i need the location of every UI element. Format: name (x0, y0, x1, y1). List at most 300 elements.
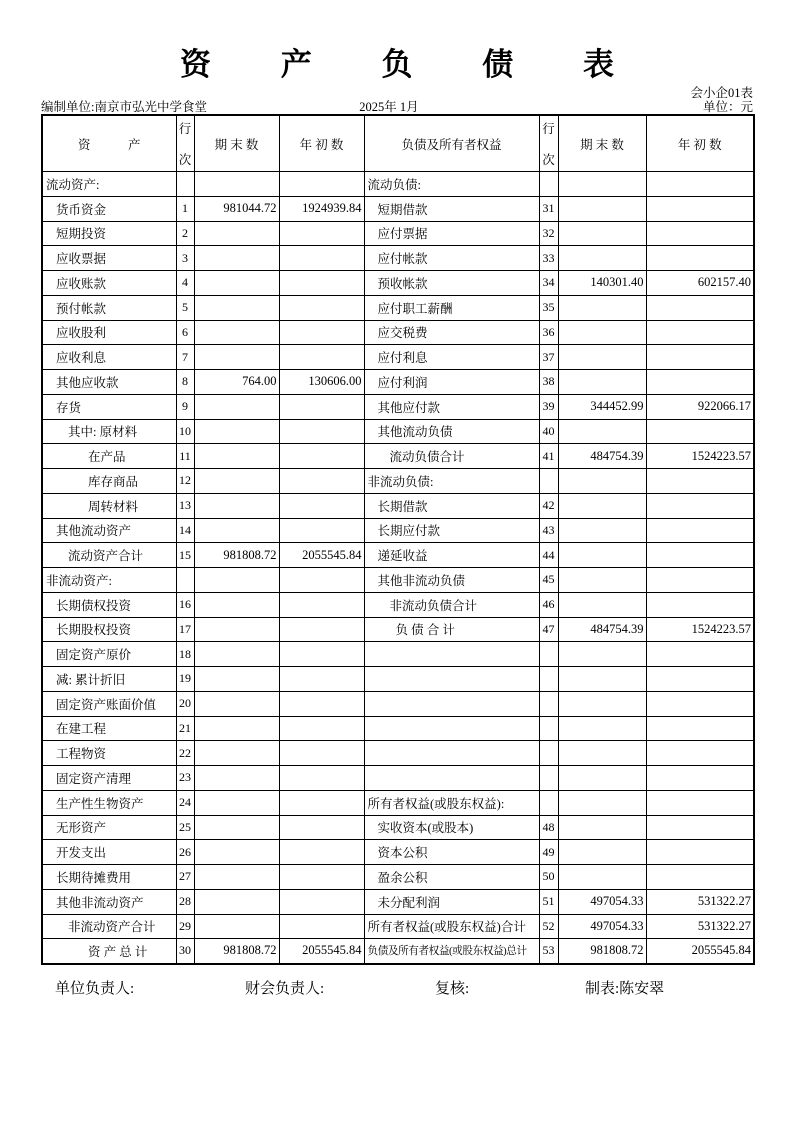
asset-line-no-cell: 3 (176, 246, 194, 271)
liability-ending-cell (558, 667, 646, 692)
liability-beginning-cell: 602157.40 (646, 271, 754, 296)
asset-name-cell (42, 716, 176, 741)
meta-row (41, 100, 753, 114)
liability-name-cell (364, 766, 539, 791)
liability-name-cell (364, 543, 539, 568)
preparer-label: 制表:陈安翠 (585, 980, 665, 997)
reviewer-label: 复核: (435, 980, 470, 997)
asset-beginning-cell (279, 766, 364, 791)
liability-name-cell (364, 568, 539, 593)
asset-beginning-cell (279, 790, 364, 815)
liability-name-cell (364, 790, 539, 815)
asset-name-cell (42, 543, 176, 568)
table-row (42, 469, 754, 494)
asset-line-no-cell: 7 (176, 345, 194, 370)
asset-line-no-cell: 10 (176, 419, 194, 444)
asset-line-no-cell: 4 (176, 271, 194, 296)
liability-ending-cell: 140301.40 (558, 271, 646, 296)
table-row (42, 518, 754, 543)
asset-name-cell (42, 196, 176, 221)
asset-beginning-cell (279, 716, 364, 741)
liability-name: 其他非流动负债 (377, 573, 466, 588)
asset-name-cell (42, 221, 176, 246)
asset-beginning-cell (279, 568, 364, 593)
liability-name: 实收资本(或股本) (377, 821, 474, 836)
asset-ending-cell (194, 914, 279, 939)
asset-name: 在建工程 (56, 722, 107, 737)
liability-name-cell (364, 518, 539, 543)
asset-name-cell (42, 939, 176, 964)
table-header-row (42, 115, 754, 172)
asset-ending-cell (194, 592, 279, 617)
liability-beginning-cell: 922066.17 (646, 394, 754, 419)
liability-name: 资本公积 (377, 846, 428, 861)
table-row (42, 766, 754, 791)
liability-ending-cell (558, 543, 646, 568)
asset-name: 其他流动资产 (56, 524, 132, 539)
liability-beginning-cell (646, 790, 754, 815)
liability-name: 负 债 合 计 (395, 623, 455, 638)
asset-name: 生产性生物资产 (56, 796, 144, 811)
asset-ending-cell (194, 518, 279, 543)
asset-ending-cell (194, 221, 279, 246)
liability-beginning-cell (646, 741, 754, 766)
liability-line-no-cell: 33 (539, 246, 558, 271)
liability-beginning-cell (646, 320, 754, 345)
liability-beginning-cell (646, 691, 754, 716)
asset-ending-cell (194, 667, 279, 692)
asset-beginning-cell: 1924939.84 (279, 196, 364, 221)
asset-ending-cell (194, 716, 279, 741)
liability-ending-cell (558, 246, 646, 271)
asset-line-no-cell: 5 (176, 295, 194, 320)
liability-beginning-cell (646, 592, 754, 617)
line-no-char-top: 行 (542, 122, 555, 136)
liability-ending-cell (558, 221, 646, 246)
liability-line-no-cell: 32 (539, 221, 558, 246)
asset-ending-cell (194, 469, 279, 494)
asset-name-cell (42, 295, 176, 320)
asset-line-no-cell: 29 (176, 914, 194, 939)
asset-line-no-cell: 30 (176, 939, 194, 964)
liability-ending-cell (558, 295, 646, 320)
asset-name-cell (42, 790, 176, 815)
liability-beginning-cell: 1524223.57 (646, 617, 754, 642)
liability-name-cell (364, 691, 539, 716)
finance-head-label: 财会负责人: (245, 980, 325, 997)
asset-ending-cell (194, 493, 279, 518)
table-row (42, 617, 754, 642)
asset-name-cell (42, 568, 176, 593)
asset-ending-cell (194, 394, 279, 419)
asset-name-cell (42, 469, 176, 494)
table-row (42, 444, 754, 469)
liability-line-no-cell: 40 (539, 419, 558, 444)
liability-name: 流动负债合计 (389, 450, 465, 465)
liability-line-no-cell: 47 (539, 617, 558, 642)
liability-name: 未分配利润 (377, 895, 441, 910)
asset-name: 长期债权投资 (56, 598, 132, 613)
asset-name: 流动资产: (46, 177, 100, 192)
asset-ending-cell (194, 642, 279, 667)
liability-beginning-cell (646, 419, 754, 444)
asset-name-cell (42, 271, 176, 296)
liability-ending-cell: 497054.33 (558, 914, 646, 939)
asset-beginning-cell: 2055545.84 (279, 543, 364, 568)
asset-line-no-cell: 24 (176, 790, 194, 815)
asset-name: 应收账款 (56, 276, 107, 291)
liability-name-cell (364, 617, 539, 642)
asset-line-no-cell: 12 (176, 469, 194, 494)
liability-line-no-cell: 42 (539, 493, 558, 518)
liability-name: 应付帐款 (377, 252, 428, 267)
asset-beginning-cell (279, 691, 364, 716)
asset-line-no-cell: 13 (176, 493, 194, 518)
unit-head-label: 单位负责人: (55, 980, 135, 997)
liability-line-no-cell: 45 (539, 568, 558, 593)
asset-line-no-cell: 26 (176, 840, 194, 865)
liability-beginning-cell (646, 518, 754, 543)
asset-ending-cell (194, 568, 279, 593)
col-header-ending-assets: 期 末 数 (194, 115, 279, 172)
liability-name-cell (364, 419, 539, 444)
table-row (42, 419, 754, 444)
liability-line-no-cell: 34 (539, 271, 558, 296)
liability-ending-cell (558, 716, 646, 741)
liability-name: 长期借款 (377, 499, 428, 514)
liability-ending-cell: 981808.72 (558, 939, 646, 964)
asset-beginning-cell (279, 642, 364, 667)
asset-name: 库存商品 (88, 474, 139, 489)
asset-ending-cell (194, 172, 279, 197)
table-row (42, 840, 754, 865)
asset-beginning-cell (279, 221, 364, 246)
asset-name: 固定资产清理 (56, 771, 132, 786)
liability-beginning-cell: 1524223.57 (646, 444, 754, 469)
asset-name: 减: 累计折旧 (56, 672, 126, 687)
liability-line-no-cell (539, 469, 558, 494)
asset-name: 其他应收款 (56, 375, 119, 390)
table-row (42, 667, 754, 692)
liability-beginning-cell (646, 246, 754, 271)
liability-line-no-cell: 35 (539, 295, 558, 320)
table-row (42, 865, 754, 890)
liability-name: 所有者权益(或股东权益)合计 (367, 920, 526, 935)
table-row (42, 815, 754, 840)
liability-line-no-cell: 36 (539, 320, 558, 345)
asset-beginning-cell (279, 741, 364, 766)
liability-beginning-cell (646, 345, 754, 370)
asset-name: 流动资产合计 (68, 549, 144, 564)
asset-ending-cell (194, 691, 279, 716)
liability-beginning-cell (646, 815, 754, 840)
asset-beginning-cell (279, 667, 364, 692)
asset-name: 开发支出 (56, 846, 107, 861)
asset-name: 应收利息 (56, 351, 107, 366)
liability-beginning-cell (646, 766, 754, 791)
liability-beginning-cell (646, 840, 754, 865)
liability-name: 应付利息 (377, 351, 428, 366)
asset-line-no-cell: 15 (176, 543, 194, 568)
asset-line-no-cell: 6 (176, 320, 194, 345)
liability-ending-cell (558, 469, 646, 494)
table-row (42, 592, 754, 617)
asset-ending-cell: 981044.72 (194, 196, 279, 221)
asset-name: 长期待摊费用 (56, 870, 132, 885)
asset-beginning-cell (279, 518, 364, 543)
table-row (42, 691, 754, 716)
asset-line-no-cell: 1 (176, 196, 194, 221)
liability-name: 盈余公积 (377, 870, 428, 885)
asset-beginning-cell (279, 444, 364, 469)
asset-beginning-cell: 2055545.84 (279, 939, 364, 964)
line-no-char-bottom: 次 (542, 153, 555, 167)
asset-name: 预付帐款 (56, 301, 107, 316)
liability-name-cell (364, 716, 539, 741)
liability-beginning-cell (646, 221, 754, 246)
table-row (42, 493, 754, 518)
liability-ending-cell (558, 691, 646, 716)
liability-beginning-cell (646, 568, 754, 593)
liability-name-cell (364, 667, 539, 692)
col-header-line-no-liab (539, 115, 558, 172)
asset-beginning-cell (279, 889, 364, 914)
liability-line-no-cell: 48 (539, 815, 558, 840)
liability-ending-cell (558, 766, 646, 791)
liability-name-cell (364, 172, 539, 197)
liability-beginning-cell: 531322.27 (646, 914, 754, 939)
liability-line-no-cell: 41 (539, 444, 558, 469)
liability-line-no-cell (539, 172, 558, 197)
asset-line-no-cell: 18 (176, 642, 194, 667)
liability-ending-cell (558, 865, 646, 890)
asset-name-cell (42, 246, 176, 271)
liability-beginning-cell (646, 493, 754, 518)
asset-ending-cell (194, 246, 279, 271)
table-row (42, 320, 754, 345)
liability-name-cell (364, 592, 539, 617)
liability-beginning-cell: 531322.27 (646, 889, 754, 914)
liability-line-no-cell: 52 (539, 914, 558, 939)
liability-beginning-cell (646, 196, 754, 221)
table-row (42, 246, 754, 271)
asset-name-cell (42, 617, 176, 642)
asset-name-cell (42, 642, 176, 667)
asset-beginning-cell (279, 419, 364, 444)
liability-beginning-cell: 2055545.84 (646, 939, 754, 964)
balance-sheet-table (41, 114, 755, 965)
liability-name-cell (364, 840, 539, 865)
asset-ending-cell: 981808.72 (194, 543, 279, 568)
asset-name-cell (42, 518, 176, 543)
unit-label: 单位：元 (702, 100, 753, 114)
liability-line-no-cell: 49 (539, 840, 558, 865)
liability-line-no-cell: 50 (539, 865, 558, 890)
col-header-beginning-assets: 年 初 数 (279, 115, 364, 172)
liability-name: 应付职工薪酬 (377, 301, 453, 316)
asset-name-cell (42, 493, 176, 518)
liability-name: 应付票据 (377, 227, 428, 242)
liability-line-no-cell (539, 667, 558, 692)
asset-name: 固定资产账面价值 (56, 697, 157, 712)
asset-line-no-cell: 17 (176, 617, 194, 642)
asset-beginning-cell: 130606.00 (279, 370, 364, 395)
liability-name-cell (364, 271, 539, 296)
asset-name: 货币资金 (56, 202, 107, 217)
signature-line (41, 977, 753, 999)
liability-ending-cell (558, 592, 646, 617)
liability-line-no-cell (539, 741, 558, 766)
asset-name: 在产品 (88, 450, 126, 465)
liability-ending-cell (558, 370, 646, 395)
liability-name-cell (364, 889, 539, 914)
liability-line-no-cell (539, 766, 558, 791)
liability-name: 非流动负债合计 (389, 598, 478, 613)
asset-line-no-cell (176, 568, 194, 593)
asset-ending-cell (194, 865, 279, 890)
asset-name-cell (42, 889, 176, 914)
asset-name: 资 产 总 计 (88, 944, 148, 959)
liability-name: 长期应付款 (377, 524, 441, 539)
asset-beginning-cell (279, 617, 364, 642)
asset-ending-cell (194, 889, 279, 914)
liability-name: 负债及所有者权益(或股东权益)总计 (367, 946, 527, 958)
liability-ending-cell (558, 790, 646, 815)
asset-name-cell (42, 667, 176, 692)
liability-ending-cell (558, 345, 646, 370)
asset-line-no-cell: 20 (176, 691, 194, 716)
asset-line-no-cell: 28 (176, 889, 194, 914)
liability-ending-cell (558, 518, 646, 543)
asset-beginning-cell (279, 840, 364, 865)
asset-ending-cell (194, 295, 279, 320)
liability-name: 其他流动负债 (377, 425, 453, 440)
line-no-char-bottom: 次 (178, 153, 192, 167)
col-header-assets: 资 产 (42, 115, 176, 172)
liability-beginning-cell (646, 295, 754, 320)
asset-beginning-cell (279, 914, 364, 939)
asset-ending-cell (194, 444, 279, 469)
liability-ending-cell (558, 568, 646, 593)
asset-line-no-cell: 27 (176, 865, 194, 890)
asset-beginning-cell (279, 865, 364, 890)
table-row (42, 271, 754, 296)
table-row (42, 642, 754, 667)
liability-line-no-cell (539, 691, 558, 716)
liability-ending-cell (558, 172, 646, 197)
asset-beginning-cell (279, 172, 364, 197)
table-body (42, 172, 754, 964)
liability-name-cell (364, 444, 539, 469)
asset-name-cell (42, 592, 176, 617)
table-row (42, 568, 754, 593)
asset-line-no-cell: 22 (176, 741, 194, 766)
asset-ending-cell (194, 419, 279, 444)
asset-name-cell (42, 691, 176, 716)
liability-name-cell (364, 741, 539, 766)
asset-name-cell (42, 419, 176, 444)
liability-line-no-cell (539, 642, 558, 667)
liability-ending-cell: 484754.39 (558, 444, 646, 469)
liability-ending-cell: 497054.33 (558, 889, 646, 914)
liability-line-no-cell: 43 (539, 518, 558, 543)
line-no-char-top: 行 (178, 122, 192, 136)
table-row (42, 221, 754, 246)
liability-line-no-cell (539, 790, 558, 815)
liability-beginning-cell (646, 543, 754, 568)
liability-name-cell (364, 246, 539, 271)
table-row (42, 741, 754, 766)
liability-name: 应付利润 (377, 375, 428, 390)
asset-name: 存货 (56, 400, 82, 415)
liability-name-cell (364, 865, 539, 890)
asset-name: 应收票据 (56, 252, 107, 267)
table-row (42, 345, 754, 370)
asset-line-no-cell: 11 (176, 444, 194, 469)
table-row (42, 172, 754, 197)
asset-name-cell (42, 766, 176, 791)
liability-line-no-cell: 31 (539, 196, 558, 221)
asset-name: 短期投资 (56, 227, 107, 242)
prepared-by-label: 编制单位:南京市弘光中学食堂 (41, 100, 207, 114)
liability-line-no-cell: 38 (539, 370, 558, 395)
liability-ending-cell: 484754.39 (558, 617, 646, 642)
asset-line-no-cell: 2 (176, 221, 194, 246)
liability-ending-cell (558, 741, 646, 766)
asset-ending-cell (194, 741, 279, 766)
asset-line-no-cell: 19 (176, 667, 194, 692)
asset-beginning-cell (279, 246, 364, 271)
asset-name-cell (42, 320, 176, 345)
asset-name-cell (42, 172, 176, 197)
table-row (42, 790, 754, 815)
table-row (42, 394, 754, 419)
table-row (42, 914, 754, 939)
liability-beginning-cell (646, 172, 754, 197)
liability-ending-cell (558, 815, 646, 840)
asset-name-cell (42, 741, 176, 766)
asset-beginning-cell (279, 345, 364, 370)
liability-line-no-cell: 44 (539, 543, 558, 568)
asset-line-no-cell: 16 (176, 592, 194, 617)
liability-name: 非流动负债: (367, 474, 434, 489)
liability-name-cell (364, 914, 539, 939)
table-row (42, 370, 754, 395)
asset-name-cell (42, 815, 176, 840)
asset-beginning-cell (279, 469, 364, 494)
liability-name-cell (364, 493, 539, 518)
liability-name: 预收帐款 (377, 276, 428, 291)
liability-line-no-cell: 53 (539, 939, 558, 964)
liability-beginning-cell (646, 716, 754, 741)
liability-name: 短期借款 (377, 202, 428, 217)
liability-line-no-cell: 46 (539, 592, 558, 617)
form-number: 会小企01表 (690, 86, 753, 100)
liability-line-no-cell: 37 (539, 345, 558, 370)
liability-ending-cell: 344452.99 (558, 394, 646, 419)
asset-line-no-cell: 9 (176, 394, 194, 419)
liability-beginning-cell (646, 642, 754, 667)
liability-beginning-cell (646, 370, 754, 395)
asset-ending-cell (194, 617, 279, 642)
liability-line-no-cell (539, 716, 558, 741)
asset-ending-cell (194, 766, 279, 791)
asset-line-no-cell: 21 (176, 716, 194, 741)
page-title: 资 产 负 债 表 (180, 47, 645, 82)
table-row (42, 716, 754, 741)
asset-name-cell (42, 914, 176, 939)
liability-line-no-cell: 39 (539, 394, 558, 419)
